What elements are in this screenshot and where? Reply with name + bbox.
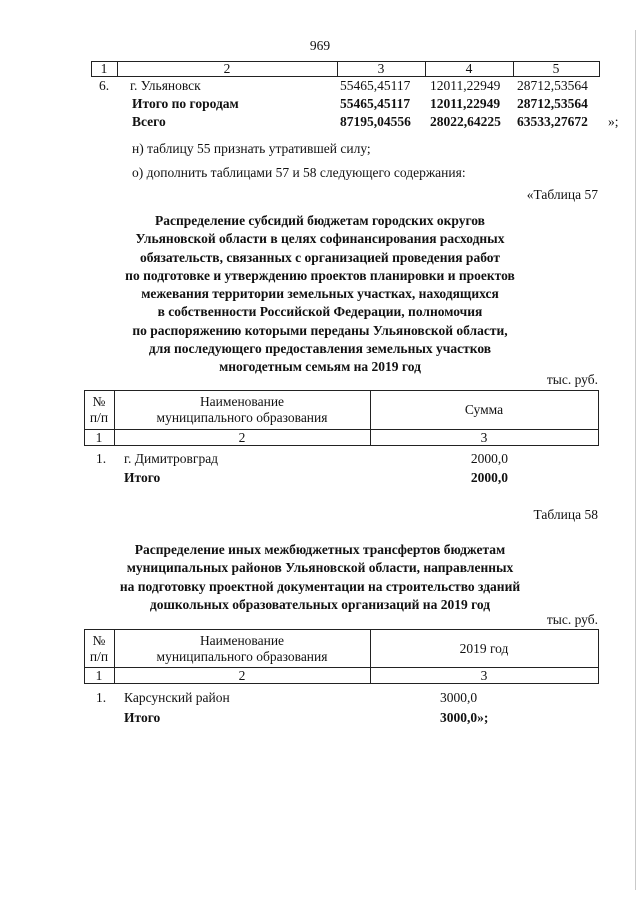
title-line: межевания территории земельных участках, находящихся	[141, 286, 499, 302]
header-text: №	[92, 632, 106, 648]
total-label: Итого	[124, 470, 161, 485]
table-row-value: 28712,53564	[517, 78, 588, 93]
title-line: на подготовку проектной документации на строительство зданий	[119, 578, 521, 594]
column-header-num	[84, 630, 114, 667]
title-line: Распределение субсидий бюджетам городских округов	[155, 213, 485, 228]
scan-edge	[635, 30, 636, 890]
header-text: муниципального образования	[156, 648, 328, 664]
top-table-header-cell: 2	[223, 61, 231, 76]
header-text: Сумма	[464, 402, 504, 417]
table-row-value: 12011,22949	[430, 96, 501, 111]
column-header-name	[114, 391, 370, 429]
title-line: многодетным семьям на 2019 год	[219, 359, 421, 375]
table-row-name: Карсунский район	[124, 690, 230, 705]
table-row-name: Всего	[132, 114, 166, 129]
table58-title	[60, 541, 580, 614]
index-cell: 1	[95, 430, 103, 445]
table-row-name: г. Ульяновск	[130, 78, 201, 93]
table-row-value: 28022,64225	[430, 114, 501, 129]
table57-unit: тыс. руб.	[546, 372, 598, 387]
top-table-header-cell: 4	[465, 61, 473, 76]
total-label: Итого	[124, 710, 161, 725]
header-text: муниципального образования	[156, 410, 328, 425]
total-value: 2000,0	[470, 470, 508, 485]
table-row-value: 55465,45117	[340, 78, 411, 93]
header-text: Наименование	[199, 632, 285, 648]
header-text: 2019 год	[459, 640, 509, 656]
paragraph-o: о) дополнить таблицами 57 и 58 следующего содержания:	[132, 165, 466, 180]
top-table-header-cell: 5	[552, 61, 560, 76]
table58-label: Таблица 58	[533, 507, 598, 522]
index-cell: 3	[480, 430, 488, 445]
table-row-value: 3000,0	[440, 690, 478, 705]
table-row-value: 63533,27672	[517, 114, 588, 129]
table58-unit: тыс. руб.	[546, 612, 598, 627]
column-header-num	[84, 391, 114, 429]
title-line: дошкольных образовательных организаций на 2019 год	[149, 596, 491, 612]
closing-quote: »;	[608, 114, 619, 129]
table-row-value: 2000,0	[470, 451, 508, 466]
page-number: 969	[309, 38, 331, 53]
table-row-value: 28712,53564	[517, 96, 588, 111]
title-line: Распределение иных межбюджетных трансфертов бюджетам	[134, 542, 506, 557]
title-line: обязательств, связанных с организацией проведения работ	[140, 249, 500, 265]
top-table-header-cell: 3	[377, 61, 385, 76]
column-header-sum	[370, 391, 598, 429]
index-cell: 3	[480, 668, 488, 683]
header-text: п/п	[89, 410, 109, 425]
index-cell: 2	[238, 668, 246, 683]
top-table-header-cell: 1	[100, 61, 108, 76]
title-line: Ульяновской области в целях софинансирования расходных	[135, 231, 505, 247]
table57-title	[60, 212, 580, 377]
title-line: по подготовке и утверждению проектов планировки и проектов	[125, 267, 515, 283]
table-row-name: г. Димитровград	[124, 451, 219, 466]
table-row-value: 87195,04556	[340, 114, 411, 129]
table-row-num: 6.	[99, 78, 110, 93]
table-row-num: 1.	[96, 690, 107, 705]
index-cell: 1	[95, 668, 103, 683]
paragraph-n: н) таблицу 55 признать утратившей силу;	[132, 141, 371, 156]
index-cell: 2	[238, 430, 246, 445]
table-row-value: 12011,22949	[430, 78, 501, 93]
header-text: №	[92, 394, 106, 409]
title-line: муниципальных районов Ульяновской области, направленных	[126, 560, 514, 576]
header-text: Наименование	[199, 394, 285, 409]
total-value: 3000,0»;	[440, 710, 489, 725]
title-line: в собственности Российской Федерации, полномочия	[157, 304, 483, 320]
column-header-year	[370, 630, 598, 667]
header-text: п/п	[89, 648, 109, 664]
table-row-value: 55465,45117	[340, 96, 411, 111]
column-header-name	[114, 630, 370, 667]
table57-label: «Таблица 57	[526, 187, 598, 202]
title-line: по распоряжению которыми переданы Ульяновской области,	[132, 322, 508, 338]
table-row-name: Итого по городам	[132, 96, 239, 111]
title-line: для последующего предоставления земельных участков	[148, 341, 492, 357]
table-row-num: 1.	[96, 451, 107, 466]
